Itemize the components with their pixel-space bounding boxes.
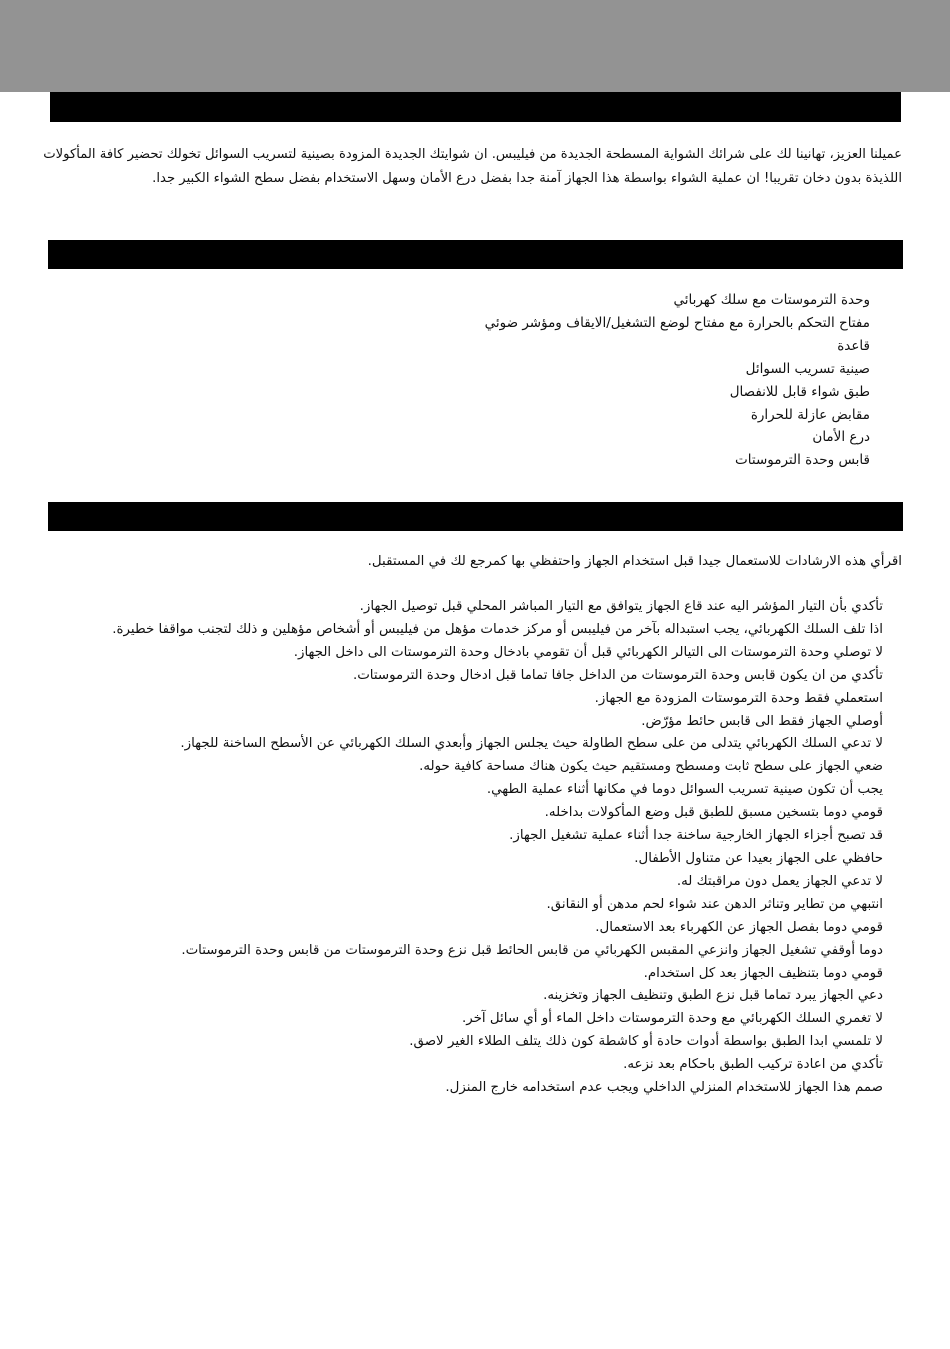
list-item: قاعدة — [837, 337, 870, 354]
section-header-bar-introduction — [50, 92, 901, 122]
section-header-bar-general-description — [48, 240, 903, 269]
page-header-band — [0, 0, 950, 92]
list-item: مقابض عازلة للحرارة — [750, 406, 870, 423]
list-item: حافظي على الجهاز بعيدا عن متناول الأطفال. — [634, 850, 883, 866]
list-item: وحدة الترموستات مع سلك كهربائي — [673, 292, 870, 308]
list-item: يجب أن تكون صينية تسريب السوائل دوما في مكانها أثناء عملية الطهي. — [486, 782, 883, 798]
list-item: لا تدعي السلك الكهربائي يتدلى من على سطح الطاولة حيث يجلس الجهاز وأبعدي السلك الكهربائي عن الأسطح الساخنة للجهاز. — [180, 736, 883, 752]
list-item: أوصلي الجهاز فقط الى قابس حائط مؤرّض. — [641, 713, 883, 729]
list-item: درع الأمان — [812, 429, 870, 446]
list-item: قومي دوما بفصل الجهاز عن الكهرباء بعد الاستعمال. — [595, 919, 883, 935]
list-item: لا تلمسي ابدا الطبق بواسطة أدوات حادة أو كاشطة كون ذلك يتلف الطلاء الغير لاصق. — [409, 1034, 883, 1050]
list-item: قابس وحدة الترموستات — [735, 452, 870, 469]
list-item: لا تغمري السلك الكهربائي مع وحدة الترموستات داخل الماء أو أي سائل آخر. — [461, 1011, 883, 1027]
list-item: لا تدعي الجهاز يعمل دون مراقبتك له. — [676, 873, 883, 889]
list-item: لا توصلي وحدة الترموستات الى التيالر الكهربائي قبل أن تقومي بادخال وحدة الترموستات الى داخل الجهاز. — [293, 644, 883, 660]
list-item: طبق شواء قابل للانفصال — [729, 383, 870, 400]
introduction-paragraph: عميلنا العزيز، تهانينا لك على شرائك الشواية المسطحة الجديدة من فيليبس. ان شوايتك الجديدة المزودة بصينية لتسريب السوائل تخولك تحضير كافة المأكولات اللذيذة بدون دخان تقريبا! ان عملية الشواء بواسطة هذا الجهاز آمنة جدا بفضل درع الأمان وسهل الاستخدام بفضل سطح الشواء الكبير جدا. — [43, 147, 902, 186]
list-item: مفتاح التحكم بالحرارة مع مفتاح لوضع التشغيل/الايقاف ومؤشر ضوئي — [484, 314, 870, 331]
list-item: تأكدي بأن التيار المؤشر اليه عند قاع الجهاز يتوافق مع التيار المباشر المحلي قبل توصيل الجهاز. — [359, 599, 883, 614]
list-item: قومي دوما بتنظيف الجهاز بعد كل استخدام. — [643, 965, 883, 981]
list-item: تأكدي من ان يكون قابس وحدة الترموستات من الداخل جافا تماما قبل ادخال وحدة الترموستات. — [352, 667, 883, 683]
parts-list — [90, 289, 870, 472]
list-item: قومي دوما بتسخين مسبق للطبق قبل وضع المأكولات بداخله. — [544, 805, 883, 821]
list-item: دعي الجهاز يبرد تماما قبل نزع الطبق وتنظيف الجهاز وتخزينه. — [543, 988, 883, 1004]
list-item: اذا تلف السلك الكهربائي، يجب استبداله بآخر من فيليبس أو مركز خدمات مؤهل من فيليبس أو أشخاص مؤهلين و ذلك لتجنب مواقفا خطيرة. — [112, 621, 883, 637]
section-header-bar-important — [48, 502, 903, 531]
list-item: صمم هذا الجهاز للاستخدام المنزلي الداخلي ويجب عدم استخدامه خارج المنزل. — [445, 1080, 883, 1096]
list-item: تأكدي من اعادة تركيب الطبق باحكام بعد نزعه. — [623, 1057, 883, 1073]
list-item: ضعي الجهاز على سطح ثابت ومسطح ومستقيم حيث يكون هناك مساحة كافية حوله. — [419, 759, 883, 775]
safety-warnings-list — [83, 596, 883, 1100]
list-item: صينية تسريب السوائل — [745, 360, 870, 377]
list-item: قد تصبح أجزاء الجهاز الخارجية ساخنة جدا أثناء عملية تشغيل الجهاز. — [509, 828, 883, 844]
list-item: دوما أوقفي تشغيل الجهاز وانزعي المقبس الكهربائي من قابس الحائط قبل نزع وحدة الترموستات من قابس وحدة الترموستات. — [181, 942, 883, 958]
list-item: استعملي فقط وحدة الترموستات المزودة مع الجهاز. — [594, 690, 883, 706]
read-instructions-paragraph: اقرأي هذه الارشادات للاستعمال جيدا قبل استخدام الجهاز واحتفظي بها كمرجع لك في المستقبل. — [367, 554, 902, 569]
list-item: انتبهي من تطاير وتناثر الدهن عند شواء لحم مدهن أو النقانق. — [546, 896, 883, 912]
